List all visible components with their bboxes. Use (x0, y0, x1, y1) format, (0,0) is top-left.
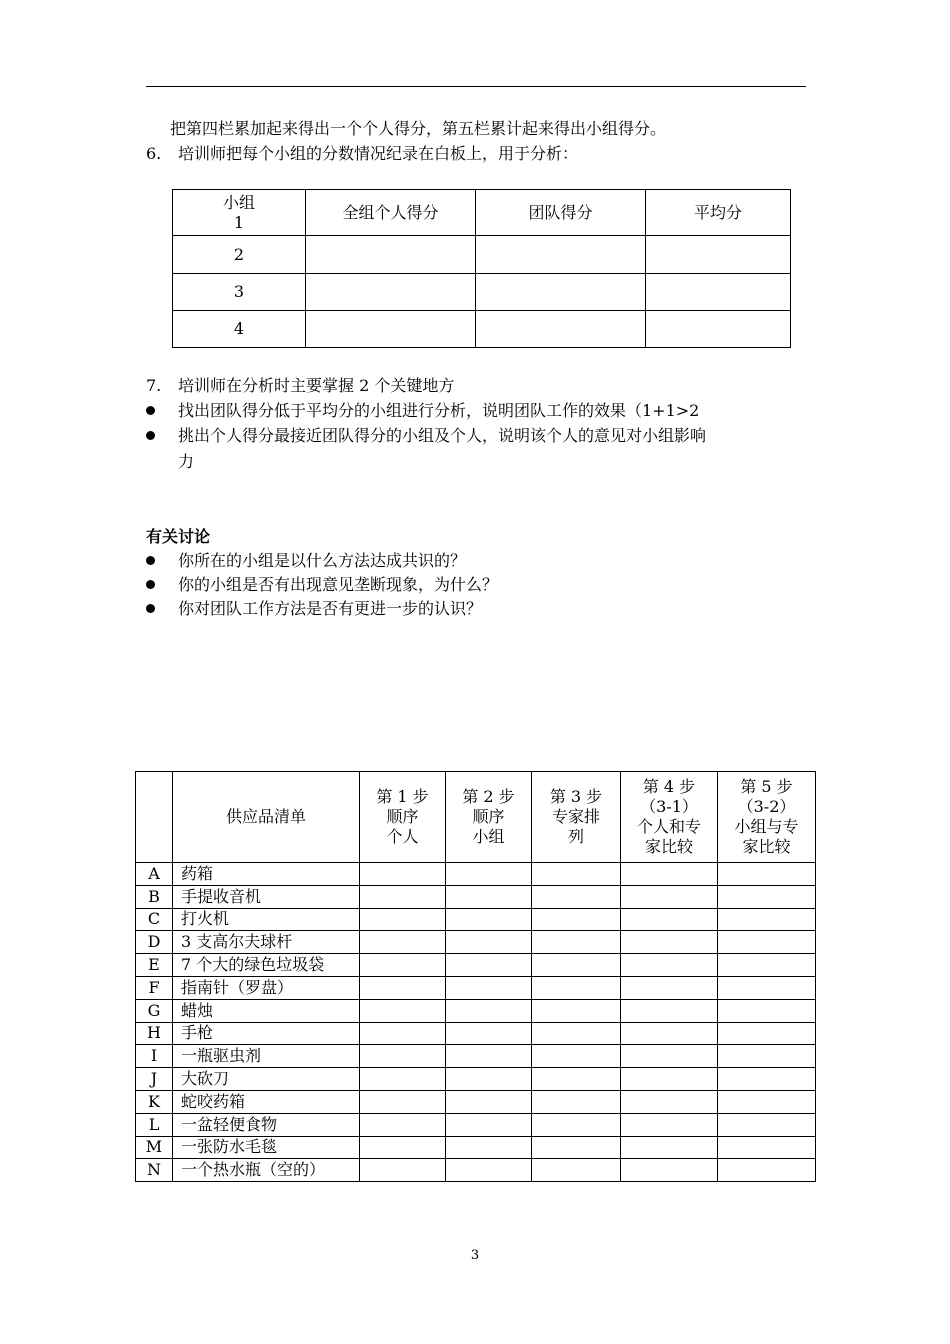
supply-item: 手提收音机 (173, 885, 360, 908)
step-cell (360, 1159, 446, 1182)
step-cell (446, 931, 532, 954)
supply-item: 指南针（罗盘） (173, 976, 360, 999)
letter-header-cell (136, 772, 173, 863)
step-cell (446, 1045, 532, 1068)
score-cell (476, 236, 646, 274)
step-cell (718, 976, 816, 999)
step6-text: 培训师把每个小组的分数情况纪录在白板上，用于分析： (178, 144, 579, 163)
step-cell (446, 999, 532, 1022)
header-line: 小组 (472, 827, 505, 846)
step-cell (718, 1113, 816, 1136)
step-cell (621, 1022, 718, 1045)
table-row (136, 1159, 816, 1182)
step-cell (446, 1022, 532, 1045)
step-cell (532, 1068, 621, 1091)
supply-table-header-row (136, 772, 816, 863)
step-cell (360, 1136, 446, 1159)
score-table-group-header (173, 190, 306, 236)
step-cell (621, 885, 718, 908)
row-letter: M (136, 1136, 173, 1159)
score-cell (476, 311, 646, 348)
table-row (173, 236, 791, 274)
row-letter: E (136, 954, 173, 977)
step-cell (446, 1159, 532, 1182)
supply-table-body (136, 863, 816, 1182)
group-label: 3 (173, 274, 306, 311)
step-cell (621, 1068, 718, 1091)
score-table-header-row (173, 190, 791, 236)
supply-list-header: 供应品清单 (173, 772, 360, 863)
score-cell (306, 274, 476, 311)
discussion-title: 有关讨论 (146, 527, 211, 546)
table-row (136, 1068, 816, 1091)
step-cell (446, 885, 532, 908)
step-cell (532, 954, 621, 977)
score-cell (646, 274, 791, 311)
step-cell (621, 1136, 718, 1159)
step-cell (446, 908, 532, 931)
header-line: （3-2） (737, 797, 796, 816)
step-cell (621, 931, 718, 954)
step-cell (446, 1136, 532, 1159)
step-cell (446, 863, 532, 886)
score-cell (476, 274, 646, 311)
step-cell (532, 999, 621, 1022)
table-row (136, 954, 816, 977)
row-letter: B (136, 885, 173, 908)
header-rule (146, 86, 806, 87)
group-header-label: 小组 (222, 192, 255, 212)
supply-item: 一盆轻便食物 (173, 1113, 360, 1136)
step-cell (532, 885, 621, 908)
supply-item: 打火机 (173, 908, 360, 931)
step-cell (360, 908, 446, 931)
step-cell (621, 863, 718, 886)
step1-header (360, 772, 446, 863)
header-individual-score: 全组个人得分 (306, 190, 476, 236)
step-cell (532, 1090, 621, 1113)
bullet-icon (146, 604, 155, 613)
row-letter: C (136, 908, 173, 931)
header-line: 小组与专 (734, 817, 799, 836)
bullet-icon (146, 431, 155, 440)
step5-header (718, 772, 816, 863)
step-cell (360, 1022, 446, 1045)
step-cell (532, 1136, 621, 1159)
step-cell (718, 1159, 816, 1182)
row-letter: K (136, 1090, 173, 1113)
supply-item: 一瓶驱虫剂 (173, 1045, 360, 1068)
step-cell (621, 1113, 718, 1136)
step-cell (718, 1045, 816, 1068)
table-row (136, 863, 816, 886)
step-cell (718, 931, 816, 954)
step-cell (446, 976, 532, 999)
score-cell (306, 311, 476, 348)
header-line: 家比较 (644, 837, 693, 856)
step-cell (360, 976, 446, 999)
header-line: 第 5 步 (740, 777, 793, 796)
intro-line: 把第四栏累加起来得出一个个人得分，第五栏累计起来得出小组得分。 (170, 119, 667, 138)
row-letter: H (136, 1022, 173, 1045)
step-cell (718, 1090, 816, 1113)
step-cell (360, 1068, 446, 1091)
step-cell (360, 954, 446, 977)
step-cell (532, 1159, 621, 1182)
table-row (136, 1136, 816, 1159)
supply-item: 手枪 (173, 1022, 360, 1045)
step-cell (360, 1045, 446, 1068)
step7-bullet: 挑出个人得分最接近团队得分的小组及个人，说明该个人的意见对小组影响 (178, 426, 707, 445)
table-row (173, 311, 791, 348)
group-label: 1 (233, 212, 245, 232)
step-cell (621, 999, 718, 1022)
header-team-score: 团队得分 (476, 190, 646, 236)
header-line: 列 (567, 827, 584, 846)
supply-item: 蛇咬药箱 (173, 1090, 360, 1113)
row-letter: N (136, 1159, 173, 1182)
step-cell (532, 1113, 621, 1136)
step-cell (360, 863, 446, 886)
step-cell (621, 1159, 718, 1182)
table-row (173, 274, 791, 311)
step3-header (532, 772, 621, 863)
group-label: 2 (173, 236, 306, 274)
step-cell (360, 885, 446, 908)
row-letter: I (136, 1045, 173, 1068)
table-row (136, 885, 816, 908)
supply-item: 一个热水瓶（空的） (173, 1159, 360, 1182)
step-cell (718, 954, 816, 977)
bullet-icon (146, 580, 155, 589)
header-line: 顺序 (386, 807, 419, 826)
step-cell (718, 999, 816, 1022)
header-line: 第 2 步 (462, 787, 515, 806)
step-cell (621, 1045, 718, 1068)
header-line: 顺序 (472, 807, 505, 826)
row-letter: J (136, 1068, 173, 1091)
step7-bullet-continuation: 力 (178, 452, 195, 471)
group-label: 4 (173, 311, 306, 348)
step-cell (360, 931, 446, 954)
step-cell (532, 863, 621, 886)
header-line: 专家排 (551, 807, 600, 826)
step-cell (621, 1090, 718, 1113)
step-cell (360, 999, 446, 1022)
bullet-icon (146, 556, 155, 565)
table-row (136, 931, 816, 954)
supply-item: 蜡烛 (173, 999, 360, 1022)
score-cell (646, 311, 791, 348)
row-letter: D (136, 931, 173, 954)
supply-table (135, 771, 816, 1182)
step4-header (621, 772, 718, 863)
step7-text: 培训师在分析时主要掌握 2 个关键地方 (178, 376, 455, 395)
step-cell (532, 1022, 621, 1045)
table-row (136, 999, 816, 1022)
step-cell (718, 885, 816, 908)
discussion-item: 你的小组是否有出现意见垄断现象，为什么？ (178, 575, 499, 594)
header-average-score: 平均分 (646, 190, 791, 236)
table-row (136, 976, 816, 999)
header-line: 第 4 步 (642, 777, 696, 796)
step7-number: 7. (146, 376, 162, 395)
step-cell (360, 1113, 446, 1136)
step-cell (532, 1045, 621, 1068)
step-cell (360, 1090, 446, 1113)
supply-item: 7 个大的绿色垃圾袋 (173, 954, 360, 977)
supply-item: 药箱 (173, 863, 360, 886)
bullet-icon (146, 406, 155, 415)
step7-bullet: 找出团队得分低于平均分的小组进行分析，说明团队工作的效果（1+1>2 (178, 401, 700, 420)
step-cell (718, 1136, 816, 1159)
row-letter: G (136, 999, 173, 1022)
supply-item: 3 支高尔夫球杆 (173, 931, 360, 954)
step-cell (621, 954, 718, 977)
step2-header (446, 772, 532, 863)
step-cell (718, 1068, 816, 1091)
step-cell (446, 1068, 532, 1091)
table-row (136, 1022, 816, 1045)
step-cell (532, 931, 621, 954)
score-cell (306, 236, 476, 274)
table-row (136, 908, 816, 931)
step-cell (718, 908, 816, 931)
table-row (136, 1045, 816, 1068)
step-cell (718, 1022, 816, 1045)
step-cell (532, 908, 621, 931)
step-cell (446, 1090, 532, 1113)
header-line: 家比较 (742, 837, 791, 856)
header-line: 个人 (386, 827, 419, 846)
step-cell (621, 908, 718, 931)
step-cell (718, 863, 816, 886)
step6-number: 6. (146, 144, 162, 163)
table-row (136, 1090, 816, 1113)
discussion-item: 你对团队工作方法是否有更进一步的认识？ (178, 599, 483, 618)
page-number: 3 (470, 1248, 480, 1263)
score-cell (646, 236, 791, 274)
row-letter: F (136, 976, 173, 999)
supply-item: 一张防水毛毯 (173, 1136, 360, 1159)
step-cell (446, 954, 532, 977)
header-line: 第 1 步 (376, 787, 429, 806)
table-row (136, 1113, 816, 1136)
step-cell (446, 1113, 532, 1136)
supply-item: 大砍刀 (173, 1068, 360, 1091)
header-line: 第 3 步 (549, 787, 603, 806)
step-cell (532, 976, 621, 999)
row-letter: L (136, 1113, 173, 1136)
score-table (172, 189, 791, 348)
step-cell (621, 976, 718, 999)
header-line: 个人和专 (636, 817, 701, 836)
header-line: （3-1） (640, 797, 698, 816)
discussion-item: 你所在的小组是以什么方法达成共识的？ (178, 551, 467, 570)
row-letter: A (136, 863, 173, 886)
